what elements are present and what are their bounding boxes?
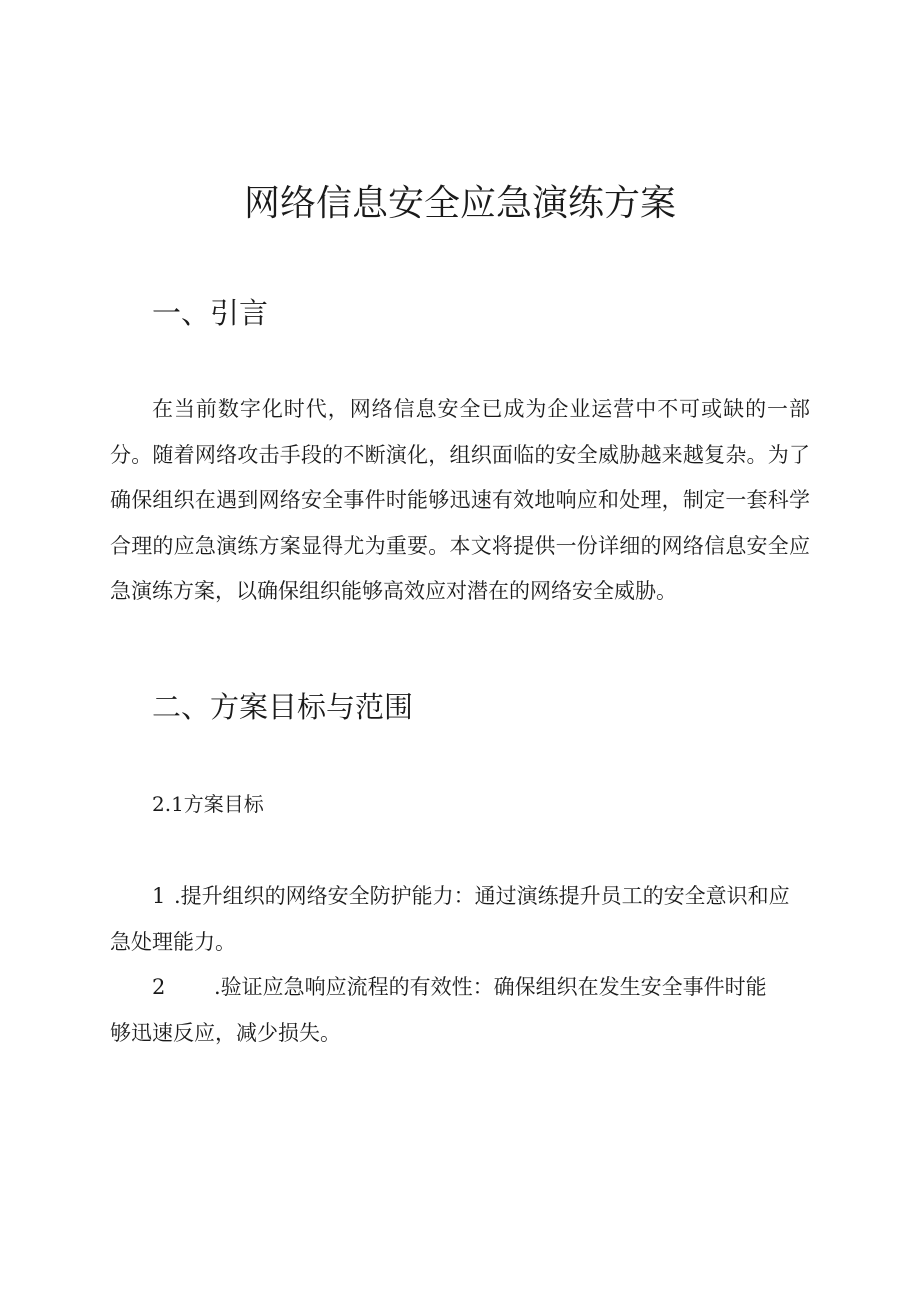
- list-item-number: 2: [152, 975, 166, 999]
- list-item: [110, 874, 810, 965]
- list-item-first-line: [110, 874, 810, 920]
- section-heading-goals-scope: 二、方案目标与范围: [152, 690, 414, 724]
- subsection-heading-goals: 2.1方案目标: [152, 792, 264, 816]
- list-item-continuation: 急处理能力。: [110, 929, 236, 954]
- list-item: [110, 965, 810, 1056]
- document-title: 网络信息安全应急演练方案: [243, 183, 676, 224]
- list-item-first-line: [110, 965, 810, 1011]
- section-heading-introduction: 一、引言: [152, 296, 269, 330]
- list-item-number: 1: [152, 884, 166, 908]
- introduction-paragraph: 在当前数字化时代，网络信息安全已成为企业运营中不可或缺的一部分。随着网络攻击手段的不断演化，组织面临的安全威胁越来越复杂。为了确保组织在遇到网络安全事件时能够迅速有效地响应和处理，制定一套科学合理的应急演练方案显得尤为重要。本文将提供一份详细的网络信息安全应急演练方案，以确保组织能够高效应对潜在的网络安全威胁。: [110, 397, 810, 603]
- list-item-text: .提升组织的网络安全防护能力：通过演练提升员工的安全意识和应: [174, 884, 790, 908]
- list-item-text: .验证应急响应流程的有效性：确保组织在发生安全事件时能: [214, 975, 767, 999]
- list-item-continuation: 够迅速反应，减少损失。: [110, 1020, 341, 1045]
